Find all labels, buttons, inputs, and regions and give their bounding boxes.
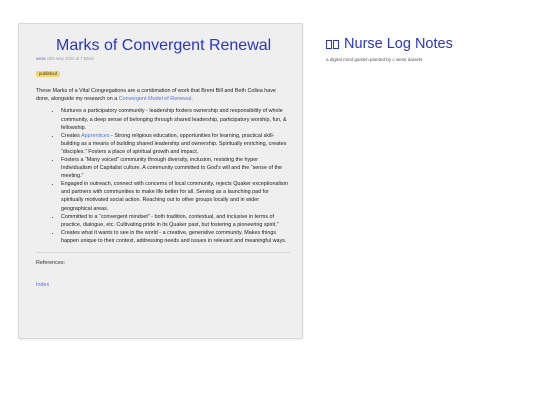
post-date: 16th May 2020 at 7:50am — [46, 56, 95, 61]
convergent-model-link[interactable]: Convergent Model of Renewal — [118, 96, 192, 103]
post-author[interactable]: wess — [36, 56, 46, 61]
mark-link[interactable]: Apprentices — [81, 132, 110, 139]
references-label: References: — [36, 260, 66, 266]
reference-link-index[interactable]: Index — [36, 282, 50, 288]
mark-item — [61, 180, 290, 212]
mark-item — [61, 213, 290, 229]
mark-text: Fosters a “Many voiced” community through diversity, inclusion, resisting the hyper Individualism of Capitalist culture. A community committed to God's will and the “sense of the meeting.” — [61, 156, 282, 180]
post-meta — [36, 56, 290, 62]
mark-text: Engaged in outreach, connect with concerns of local community, rejects Quaker exceptionalism and partners with communities to make life better for all. Serving as a launching pad for spiritually motivated social action. Reaching out to other groups locally and in wider geographical areas. — [61, 181, 289, 212]
tiddler-card — [18, 23, 303, 339]
mark-item — [61, 132, 290, 156]
mark-item — [61, 107, 290, 131]
mark-text-after: - Strong religious education, opportunities for learning, practical skill-building as a means of building shared leadership and ownership. Spiritually enriching, creates “disciples.” Fosters a place of spiritual growth and impact. — [61, 132, 287, 155]
intro-text-end: . — [191, 96, 193, 103]
mark-text: Creates — [61, 132, 82, 139]
site-title-text: Nurse Log Notes — [344, 36, 453, 52]
status-badge[interactable]: published — [36, 71, 60, 77]
mark-text: Committed to a “convergent mindset” - both tradition, contextual, and inclusive in terms of practice, dialogue, etc. Cultivating pride in its Quaker past, but fostering a pioneering spirit.” — [61, 213, 279, 228]
site-header — [326, 36, 453, 63]
missing-glyph-icon — [326, 40, 332, 49]
site-subtitle: a digital mind garden planted by c wess daniels — [326, 57, 423, 62]
intro-text: These Marks of a Vital Congregations are a combination of work that Brent Bill and Beth Collea have done, alongside my research on a — [36, 88, 276, 103]
mark-text: Creates what it wants to see in the world - a creative, generative community. Makes things happen unique to their context, addressing needs and issues in relevant and meaningful ways. — [61, 229, 287, 244]
missing-glyph-icon — [333, 40, 339, 49]
marks-list — [36, 107, 290, 245]
post-title[interactable]: Marks of Convergent Renewal — [56, 37, 272, 54]
mark-item — [61, 156, 290, 180]
site-title[interactable] — [326, 36, 453, 53]
mark-item — [61, 229, 290, 245]
intro-paragraph — [36, 87, 290, 103]
mark-text: Nurtures a participatory community - leadership fosters ownership and responsibility of whole community, a deep sense of belonging through shared leadership, participatory worship, fun, & fellowship. — [61, 108, 287, 131]
divider — [36, 252, 290, 253]
